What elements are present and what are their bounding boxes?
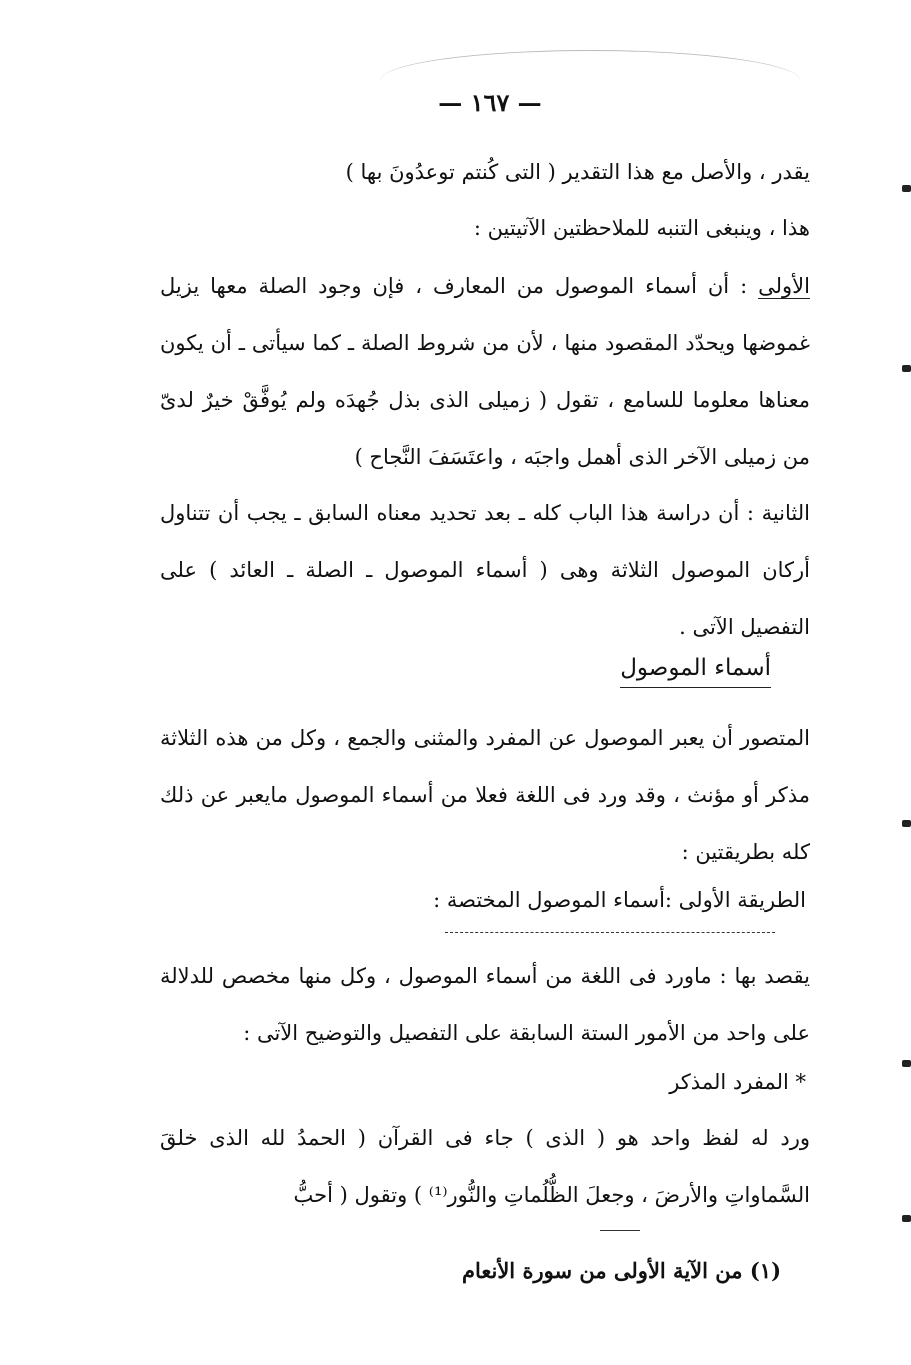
scan-edge-mark [902, 365, 911, 372]
section-heading: أسماء الموصول [620, 655, 771, 688]
scan-edge-mark [902, 1060, 911, 1067]
paragraph-explanation: يقصد بها : ماورد فى اللغة من أسماء الموصول ، وكل منها مخصص للدلالة على واحد من الأمور الستة السابقة على التفصيل والتوضيح الآتى : [160, 964, 810, 1045]
footnote: (١) من الآية الأولى من سورة الأنعام [461, 1258, 781, 1283]
paragraph-definition: المتصور أن يعبر الموصول عن المفرد والمثنى والجمع ، وكل من هذه الثلاثة مذكر أو مؤنث ، وقد ورد فى اللغة فعلا من أسماء الموصول مايعبر عن ذلك كله بطريقتين : [160, 726, 810, 864]
bullet-masculine-singular: * المفرد المذكر [669, 1070, 806, 1094]
footnote-rule [600, 1230, 640, 1231]
first-note-text: : أن أسماء الموصول من المعارف ، فإن وجود الصلة معها يزيل غموضها ويحدّد المقصود منها ، لأن من شروط الصلة ـ كما سيأتى ـ أن يكون معناها معلوما للسامع ، تقول ( زميلى الذى بذل جُهدَه ولم يُوفَّقْ خيرٌ لدىّ من زميلى الآخر الذى أهمل واجبَه ، واعتَسَفَ النَّجاح ) [160, 274, 810, 469]
paragraph-first-note [160, 258, 810, 486]
paragraph-intro: يقدر ، والأصل مع هذا التقدير ( التى كُنتم توعدُونَ بها ) [345, 160, 810, 184]
scan-edge-mark [902, 820, 911, 827]
page-number: — ١٦٧ — [438, 88, 542, 117]
subsection-heading: الطريقة الأولى :أسماء الموصول المختصة : [433, 888, 806, 912]
paragraph-example: ورد له لفظ واحد هو ( الذى ) جاء فى القرآن ( الحمدُ لله الذى خلقَ السَّماواتِ والأرضَ ، وجعلَ الظُّلُماتِ والنُّور⁽¹⁾ ) وتقول ( أحبُّ [160, 1126, 810, 1207]
paragraph-second-note: الثانية : أن دراسة هذا الباب كله ـ بعد تحديد معناه السابق ـ يجب أن تتناول أركان الموصول الثلاثة وهى ( أسماء الموصول ـ الصلة ـ العائد ) على التفصيل الآتى . [160, 501, 810, 639]
scan-edge-mark [902, 1215, 911, 1222]
subsection-underline [445, 932, 775, 933]
paragraph-notes-intro: هذا ، وينبغى التنبه للملاحظتين الآتيتين : [473, 216, 810, 240]
first-note-label: الأولى [758, 274, 810, 298]
scan-edge-mark [902, 185, 911, 192]
